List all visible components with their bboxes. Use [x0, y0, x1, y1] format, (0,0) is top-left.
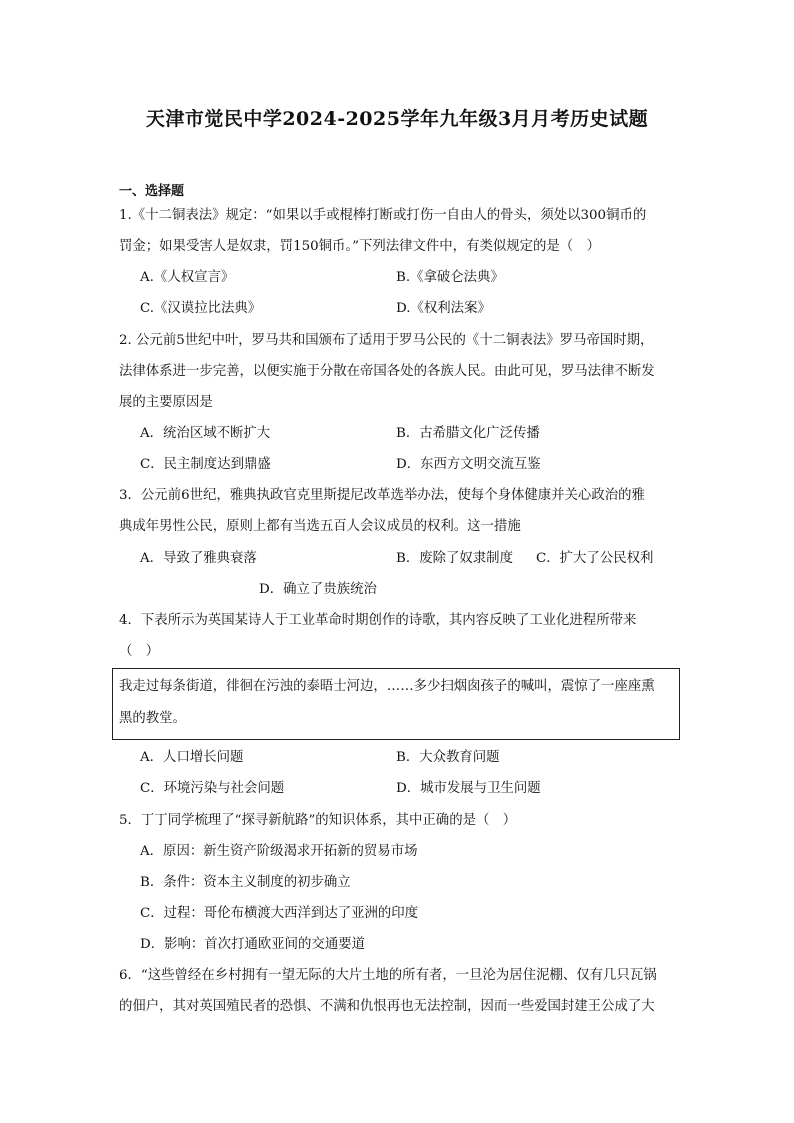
question-5-option-d: D．影响：首次打通欧亚间的交通要道	[140, 937, 365, 952]
question-1-option-a: A.《人权宣言》	[140, 270, 235, 285]
question-2-line-1: 2. 公元前5世纪中叶，罗马共和国颁布了适用于罗马公民的《十二铜表法》罗马帝国时期，	[119, 333, 654, 348]
question-5-line-1: 5．丁丁同学梳理了“探寻新航路”的知识体系，其中正确的是（ ）	[119, 813, 517, 828]
question-2-line-3: 展的主要原因是	[119, 395, 213, 410]
question-5-option-b: B．条件：资本主义制度的初步确立	[140, 875, 351, 890]
question-6-line-2: 的佃户，其对英国殖民者的恐惧、不满和仇恨再也无法控制，因而一些爱国封建王公成了大	[119, 999, 655, 1014]
question-4-line-1: 4．下表所示为英国某诗人于工业革命时期创作的诗歌，其内容反映了工业化进程所带来	[119, 613, 637, 628]
question-3-option-a: A．导致了雅典衰落	[140, 551, 257, 566]
poem-quote-line-1: 我走过每条街道，徘徊在污浊的泰晤士河边，……多少扫烟囱孩子的喊叫，震惊了一座座熏	[119, 679, 655, 694]
question-1-line-2: 罚金；如果受害人是奴隶，罚150铜币。”下列法律文件中，有类似规定的是（ ）	[119, 239, 600, 254]
question-4-line-2: （ ）	[119, 644, 160, 659]
question-3-line-1: 3．公元前6世纪，雅典执政官克里斯提尼改革选举办法，使每个身体健康并关心政治的雅	[119, 488, 645, 503]
section-heading: 一、选择题	[119, 184, 185, 199]
question-4-option-d: D．城市发展与卫生问题	[396, 781, 541, 796]
question-2-line-2: 法律体系进一步完善，以便实施于分散在帝国各处的各族人民。由此可见，罗马法律不断发	[119, 364, 655, 379]
question-1-option-b: B.《拿破仑法典》	[396, 270, 504, 285]
question-4-option-c: C．环境污染与社会问题	[140, 781, 285, 796]
question-4-option-b: B．大众教育问题	[396, 750, 500, 765]
question-1-option-c: C.《汉谟拉比法典》	[140, 301, 262, 316]
poem-quote-line-2: 黑的教堂。	[119, 711, 186, 726]
question-5-option-c: C．过程：哥伦布横渡大西洋到达了亚洲的印度	[140, 906, 419, 921]
question-3-line-2: 典成年男性公民，原则上都有当选五百人会议成员的权利。这一措施	[119, 519, 521, 534]
question-2-option-a: A．统治区域不断扩大	[140, 426, 271, 441]
question-4-option-a: A．人口增长问题	[140, 750, 244, 765]
question-5-option-a: A．原因：新生资产阶级渴求开拓新的贸易市场	[140, 844, 418, 859]
question-3-option-c: C．扩大了公民权利	[536, 551, 654, 566]
question-3-option-b: B．废除了奴隶制度	[396, 551, 513, 566]
question-1-line-1: 1.《十二铜表法》规定：“如果以手或棍棒打断或打伤一自由人的骨头，须处以300铜币的	[119, 208, 647, 223]
page-title: 天津市觉民中学2024-2025学年九年级3月月考历史试题	[145, 108, 649, 130]
question-2-option-c: C．民主制度达到鼎盛	[140, 457, 271, 472]
poem-quote-box	[112, 668, 680, 740]
question-1-option-d: D.《权利法案》	[396, 301, 491, 316]
question-6-line-1: 6．“这些曾经在乡村拥有一望无际的大片土地的所有者，一旦沦为居住泥棚、仅有几只瓦锅	[119, 968, 657, 983]
question-2-option-b: B．古希腊文化广泛传播	[396, 426, 540, 441]
question-3-option-d: D．确立了贵族统治	[259, 582, 377, 597]
question-2-option-d: D．东西方文明交流互鉴	[396, 457, 541, 472]
